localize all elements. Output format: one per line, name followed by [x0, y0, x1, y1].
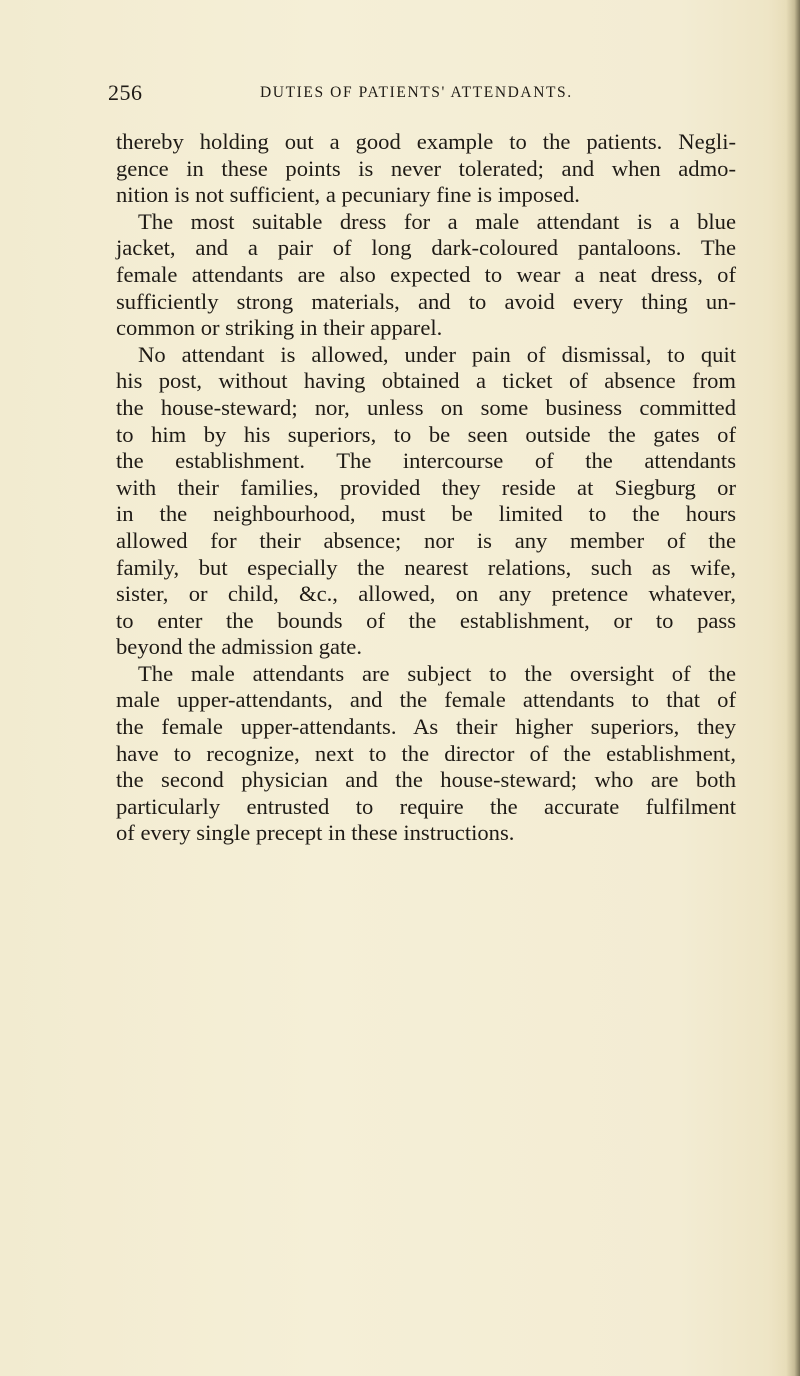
body-text — [116, 129, 736, 847]
text-line: the second physician and the house-steward; who are both — [116, 767, 736, 793]
text-line: male upper-attendants, and the female attendants to that of — [116, 687, 736, 713]
paragraph-start-line: No attendant is allowed, under pain of dismissal, to quit — [138, 341, 736, 367]
running-head: DUTIES OF PATIENTS' ATTENDANTS. — [260, 84, 573, 101]
text-line: common or striking in their apparel. — [116, 315, 443, 341]
page-number: 256 — [108, 80, 143, 105]
paragraph-start-line: The most suitable dress for a male attendant is a blue — [138, 208, 736, 234]
text-line: his post, without having obtained a ticket of absence from — [116, 368, 736, 394]
text-line: family, but especially the nearest relations, such as wife, — [116, 554, 736, 580]
paragraph-start-line: The male attendants are subject to the oversight of the — [138, 660, 736, 686]
text-line: beyond the admission gate. — [116, 634, 362, 660]
text-line: of every single precept in these instructions. — [116, 820, 515, 846]
text-line: have to recognize, next to the director of the establishment, — [116, 740, 736, 766]
text-line: gence in these points is never tolerated; and when admo- — [116, 155, 736, 181]
text-line: to enter the bounds of the establishment, or to pass — [116, 607, 736, 633]
text-line: allowed for their absence; nor is any member of the — [116, 527, 736, 553]
text-line: in the neighbourhood, must be limited to the hours — [116, 501, 736, 527]
text-line: the house-steward; nor, unless on some business committed — [116, 394, 736, 420]
text-line: sister, or child, &c., allowed, on any pretence whatever, — [116, 581, 736, 607]
text-line: nition is not sufficient, a pecuniary fine is imposed. — [116, 182, 580, 208]
text-line: female attendants are also expected to wear a neat dress, of — [116, 261, 736, 287]
text-line: particularly entrusted to require the accurate fulfilment — [116, 793, 736, 819]
page-header — [108, 80, 668, 110]
text-line: thereby holding out a good example to the patients. Negli- — [116, 129, 736, 154]
text-line: with their families, provided they reside at Siegburg or — [116, 474, 736, 500]
text-line: to him by his superiors, to be seen outside the gates of — [116, 421, 736, 447]
page-edge-shadow — [786, 0, 800, 1376]
text-line: jacket, and a pair of long dark-coloured pantaloons. The — [116, 235, 736, 261]
text-line: the establishment. The intercourse of the attendants — [116, 448, 736, 474]
text-line: sufficiently strong materials, and to avoid every thing un- — [116, 288, 736, 314]
text-line: the female upper-attendants. As their higher superiors, they — [116, 714, 736, 740]
